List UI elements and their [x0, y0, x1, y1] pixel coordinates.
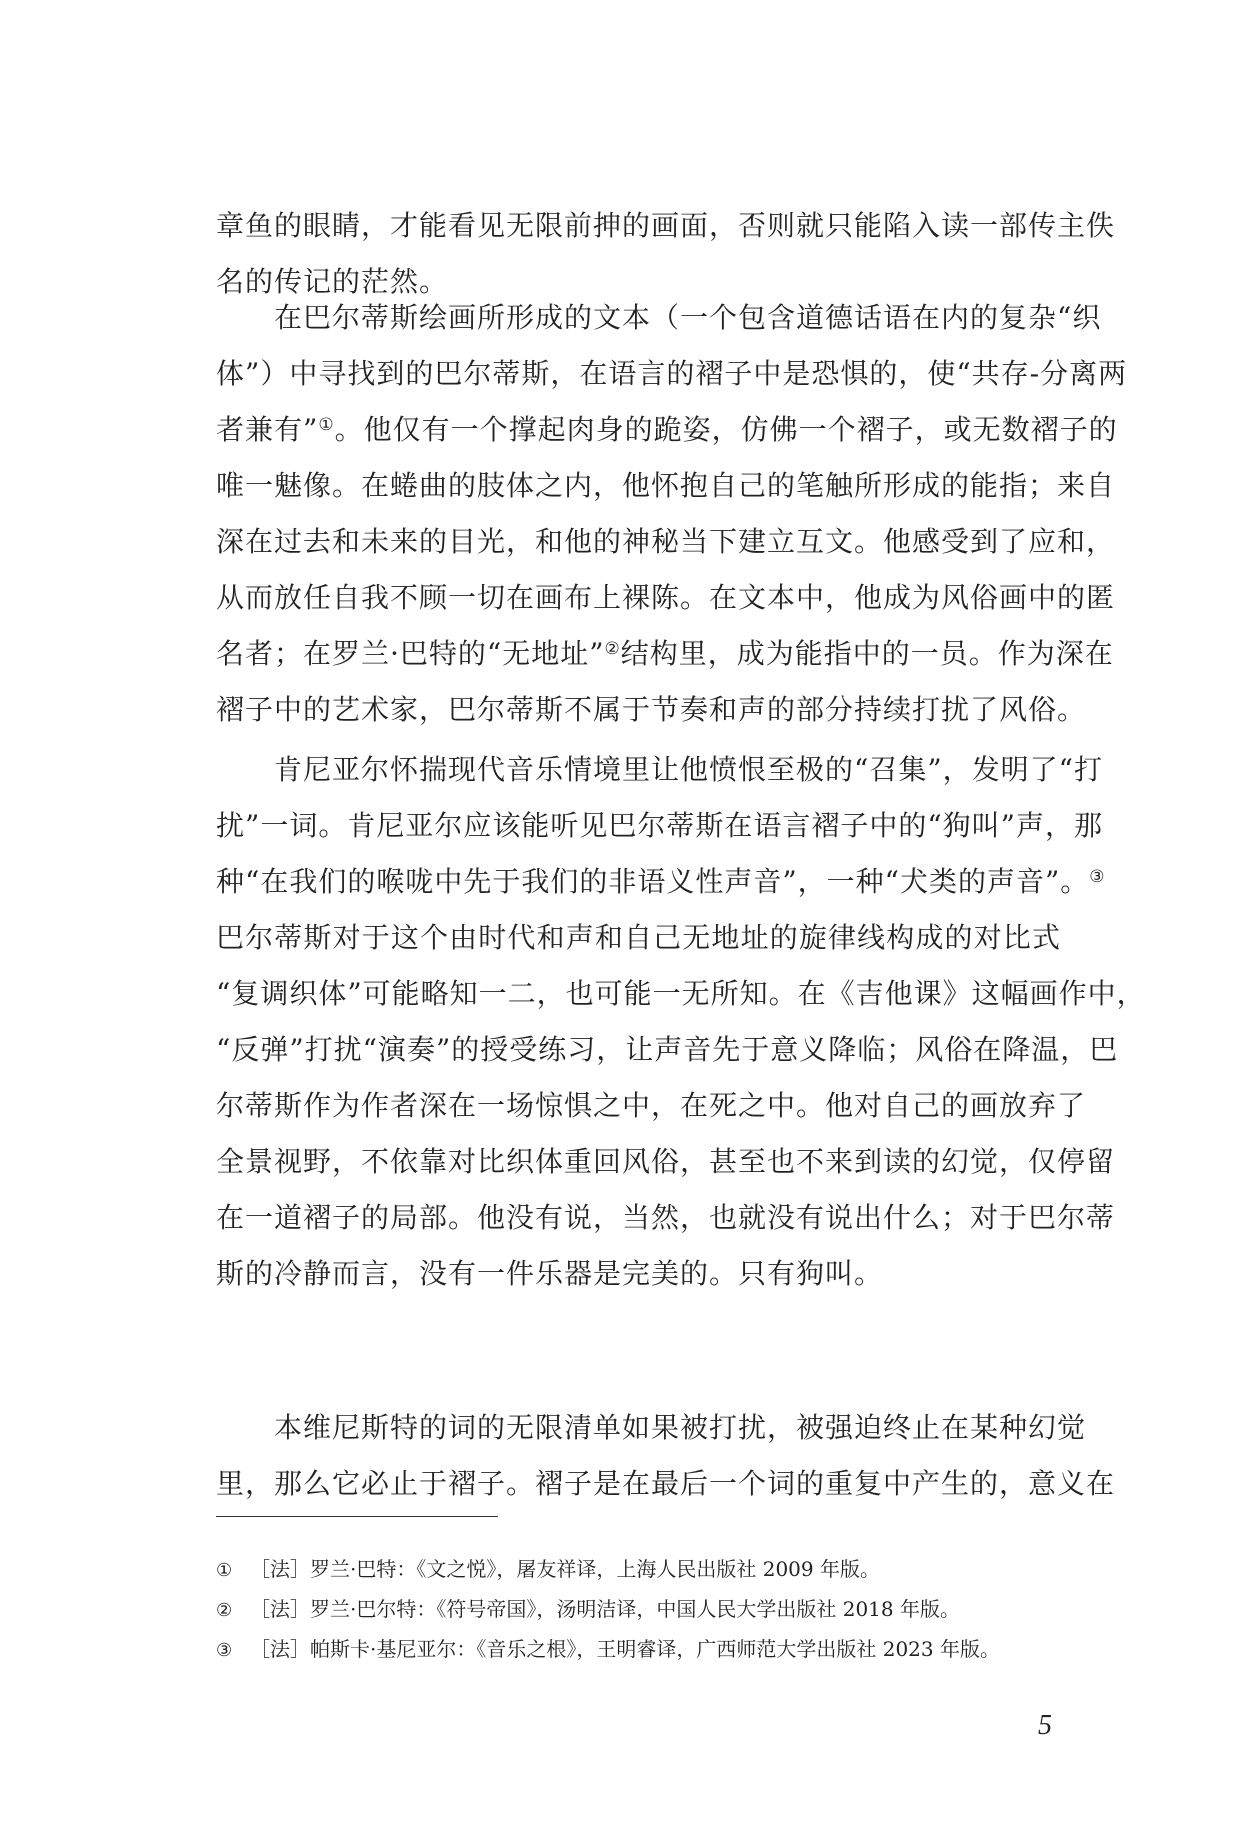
- footnote-divider: [216, 1516, 498, 1517]
- footnote-item: [216, 1590, 1061, 1630]
- footnote-text: ［法］罗兰·巴特：《文之悦》，屠友祥译，上海人民出版社 2009 年版。: [250, 1557, 880, 1581]
- text-line: [216, 626, 1114, 682]
- text-line: 扰”一词。肯尼亚尔应该能听见巴尔蒂斯在语言褶子中的“狗叫”声，那: [216, 809, 1103, 842]
- text-line: 斯的冷静而言，没有一件乐器是完美的。只有狗叫。: [216, 1257, 884, 1290]
- text-segment: 种“在我们的喉咙中先于我们的非语义性声音”，一种“犬类的声音”。: [216, 865, 1090, 898]
- text-line: 本维尼斯特的词的无限清单如果被打扰，被强迫终止在某种幻觉: [274, 1411, 1087, 1444]
- text-line: 章鱼的眼睛，才能看见无限前抻的画面，否则就只能陷入读一部传主佚: [216, 209, 1116, 242]
- text-line: “复调织体”可能略知一二，也可能一无所知。在《吉他课》这幅画作中，: [216, 977, 1146, 1010]
- paragraph-2: [216, 290, 1128, 738]
- text-line: [216, 854, 1106, 910]
- text-segment: 。他仅有一个撑起肉身的跪姿，仿佛一个褶子，或无数褶子的: [334, 413, 1118, 446]
- footnote-ref-1: ①: [318, 415, 335, 435]
- footnote-text: ［法］罗兰·巴尔特：《符号帝国》，汤明洁译，中国人民大学出版社 2018 年版。: [250, 1597, 960, 1621]
- page-number: 5: [1038, 1710, 1052, 1741]
- text-line: 巴尔蒂斯对于这个由时代和声和自己无地址的旋律线构成的对比式: [216, 921, 1061, 954]
- text-line: 在巴尔蒂斯绘画所形成的文本（一个包含道德话语在内的复杂“织: [274, 301, 1102, 334]
- text-line: 里，那么它必止于褶子。褶子是在最后一个词的重复中产生的，意义在: [216, 1467, 1116, 1500]
- text-line: 全景视野，不依靠对比织体重回风俗，甚至也不来到读的幻觉，仅停留: [216, 1145, 1116, 1178]
- text-line: 名的传记的茫然。: [216, 265, 449, 298]
- footnote-ref-2: ②: [604, 639, 621, 659]
- footnote-item: [216, 1630, 1061, 1670]
- text-segment: 者兼有”: [216, 413, 319, 446]
- footnote-number: ②: [216, 1600, 233, 1621]
- text-line: 肯尼亚尔怀揣现代音乐情境里让他愤恨至极的“召集”，发明了“打: [274, 753, 1103, 786]
- paragraph-4: [216, 1400, 1116, 1512]
- text-line: 褶子中的艺术家，巴尔蒂斯不属于节奏和声的部分持续打扰了风俗。: [216, 693, 1087, 726]
- footnote-ref-3: ③: [1089, 867, 1106, 887]
- paragraph-3: [216, 742, 1146, 1302]
- footnotes: [216, 1550, 1061, 1670]
- footnote-text: ［法］帕斯卡·基尼亚尔：《音乐之根》，王明睿译，广西师范大学出版社 2023 年版。: [250, 1637, 1000, 1661]
- text-line: 深在过去和未来的目光，和他的神秘当下建立互文。他感受到了应和，: [216, 525, 1116, 558]
- text-line: [216, 402, 1118, 458]
- footnote-item: [216, 1550, 1061, 1590]
- text-line: 从而放任自我不顾一切在画布上裸陈。在文本中，他成为风俗画中的匿: [216, 581, 1116, 614]
- text-segment: 名者；在罗兰·巴特的“无地址”: [216, 637, 605, 670]
- text-segment: 结构里，成为能指中的一员。作为深在: [620, 637, 1114, 670]
- text-line: 在一道褶子的局部。他没有说，当然，也就没有说出什么；对于巴尔蒂: [216, 1201, 1116, 1234]
- footnote-number: ③: [216, 1640, 233, 1661]
- footnote-number: ①: [216, 1560, 233, 1581]
- text-line: 尔蒂斯作为作者深在一场惊惧之中，在死之中。他对自己的画放弃了: [216, 1089, 1087, 1122]
- text-line: 唯一魅像。在蜷曲的肢体之内，他怀抱自己的笔触所形成的能指；来自: [216, 469, 1116, 502]
- text-line: 体”）中寻找到的巴尔蒂斯，在语言的褶子中是恐惧的，使“共存-分离两: [216, 357, 1128, 390]
- text-line: “反弹”打扰“演奏”的授受练习，让声音先于意义降临；风俗在降温，巴: [216, 1033, 1119, 1066]
